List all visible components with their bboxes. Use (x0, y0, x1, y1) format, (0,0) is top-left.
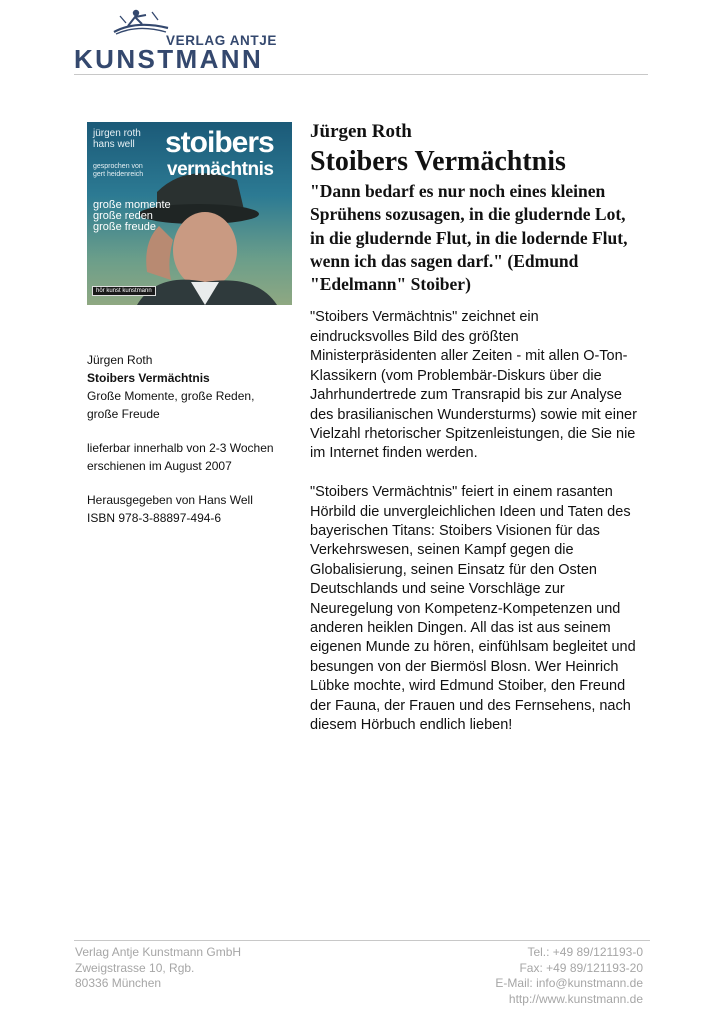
main-content (310, 120, 640, 735)
book-metadata (87, 351, 287, 543)
header-divider (74, 74, 648, 75)
audiobook-cover (87, 122, 292, 305)
sidebar-title: Stoibers Vermächtnis (87, 371, 210, 385)
footer-address (75, 945, 241, 992)
sidebar-subtitle: Große Momente, große Reden, große Freude (87, 389, 255, 421)
book-title: Stoibers Vermächtnis (310, 146, 566, 177)
sidebar-author: Jürgen Roth (87, 353, 153, 367)
footer-fax: Fax: +49 89/121193-20 (519, 960, 643, 975)
publication-date: erschienen im August 2007 (87, 459, 232, 473)
cover-authors: jürgen roth hans well (93, 128, 141, 150)
footer-email[interactable]: E-Mail: info@kunstmann.de (495, 976, 643, 990)
footer-contact (495, 945, 643, 1007)
cover-tagline: große momente große reden große freude (93, 199, 171, 233)
availability-text: lieferbar innerhalb von 2-3 Wochen (87, 441, 274, 455)
footer-tel: Tel.: +49 89/121193-0 (527, 945, 643, 959)
description-paragraph-1: "Stoibers Vermächtnis" zeichnet ein eindrucksvolles Bild des größten Ministerpräsidenten aller Zeiten - mit allen O-Ton-Klassikern (vom Problembär-Diskurs über die Jahrhundertrede zum Transrapid bis zur Analyse des brasilianischen Wundersturms) sowie mit einer Vielzahl rhetorischer Spitzenleistungen, die Sie nie im Internet finden werden. (310, 309, 637, 462)
footer-website-link[interactable]: http://www.kunstmann.de (508, 991, 643, 1006)
footer-street: Zweigstrasse 10, Rgb. (75, 960, 195, 975)
footer-company: Verlag Antje Kunstmann GmbH (75, 945, 242, 959)
logo-top-line: VERLAG ANTJE (166, 33, 277, 48)
book-quote: "Dann bedarf es nur noch eines kleinen Sprühens sozusagen, in die gludernde Lot, in die gludernde Flut, in die lodernde Flut, wenn ich das sagen darf." (Edmund "Edelmann" Stoiber) (310, 181, 628, 295)
editor-text: Herausgegeben von Hans Well (87, 493, 253, 507)
book-author: Jürgen Roth (310, 121, 412, 142)
isbn-text: ISBN 978-3-88897-494-6 (87, 511, 222, 525)
cover-title-line1: stoibers (165, 126, 274, 159)
footer-city: 80336 München (75, 976, 162, 990)
cover-publisher-label: hör kunst kunstmann (92, 286, 156, 296)
publisher-logo (74, 6, 284, 72)
logo-main-line: KUNSTMANN (74, 44, 264, 74)
cover-title-line2: vermächtnis (167, 159, 274, 180)
cover-speaker: gesprochen von gert heidenreich (93, 163, 144, 178)
footer-divider (74, 940, 650, 941)
description-paragraph-2: "Stoibers Vermächtnis" feiert in einem rasanten Hörbild die unvergleichlichen Ideen und Taten des bayerischen Titans: Stoibers Visionen für das Verkehrswesen, seinen Kampf gegen die Globalisierung, seinen Einsatz für den Osten Deutschlands und seine Vorschläge zur Neuregelung von Kompetenz-Kompetenzen und anderen heiklen Dingen. All das ist aus seinem eigenen Munde zu hören, einfühlsam begleitet und besungen von der Biermösl Blosn. Wer Heinrich Lübke mochte, wird Edmund Stoiber, den Freund der Fauna, der Frauen und des Fernsehens, nach diesem Hörbuch endlich lieben! (310, 484, 636, 733)
